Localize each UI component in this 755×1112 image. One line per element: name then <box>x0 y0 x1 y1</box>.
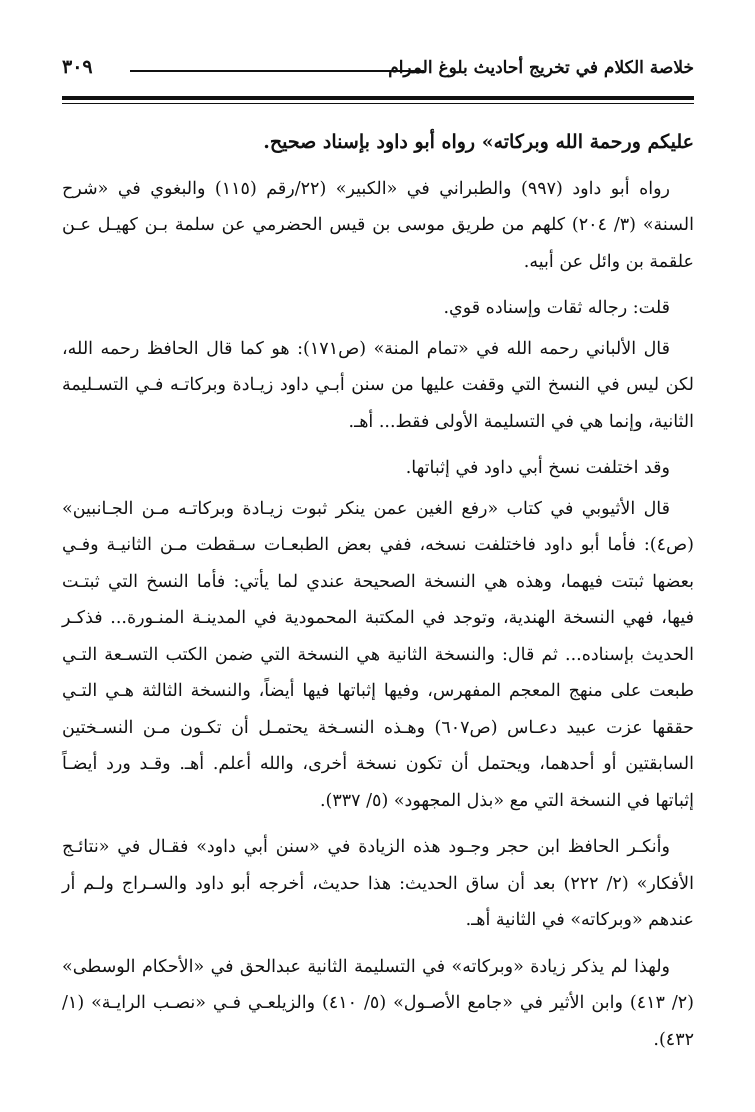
running-title: خلاصة الكلام في تخريج أحاديث بلوغ المرام <box>388 58 694 78</box>
header-divider-thick <box>62 96 694 100</box>
page-body <box>62 124 694 1068</box>
header-rule <box>130 70 424 72</box>
page-number: ٣٠٩ <box>62 56 93 78</box>
manuscript-note: وقد اختلفت نسخ أبي داود في إثباتها. <box>405 458 670 478</box>
header-divider-thin <box>62 103 694 104</box>
page-header <box>62 56 694 84</box>
albani-quote: قال الألباني رحمه الله في «تمام المنة» (ص١٧١): هو كما قال الحافظ رحمه الله، لكن ليس في النسخ التي وقفت عليها من سنن أبـي داود زيـادة وبركاتـه فـي التسـليمة الثانية، وإنما هي في التسليمة الأولى فقط... أهـ. <box>62 338 694 432</box>
ethiopian-quote: قال الأثيوبي في كتاب «رفع الغين عمن ينكر ثبوت زيـادة وبركاتـه مـن الجـانبين» (ص٤): فأما أبو داود فاختلفت نسخه، ففي بعض الطبعـات سـقطت مـن الثانيـة وفـي بعضها ثبتت فيهما، وهذه هي النسخة الصحيحة عندي لما يأتي: فأما النسخ التي ثبتـت فيها، فهي النسخة الهندية، وتوجد في المكتبة المحمودية في المدينـة المنـورة... فذكـر الحديث بإسناده... ثم قال: والنسخة الثانية هي النسخة التي ضمن الكتب التسـعة التـي طبعت على منهج المعجم المفهرس، وفيها إثباتها فيها أيضاً، والنسخة الثالثة هـي التـي حققها عزت عبيد دعـاس (ص٦٠٧) وهـذه النسـخة يحتمـل أن تكـون مـن النسـختين السابقتين أو أحدهما، ويحتمل أن تكون نسخة أخرى، والله أعلم. أهـ. وقـد ورد أيضـاً إثباتها في النسخة التي مع «بذل المجهود» (٥/ ٣٣٧). <box>62 498 694 811</box>
author-verdict: قلت: رجاله ثقات وإسناده قوي. <box>443 298 670 318</box>
ibn-hajar-paragraph: وأنكـر الحافظ ابن حجر وجـود هذه الزيادة في «سنن أبي داود» فقـال في «نتائـج الأفكار» (٢/ ٢٢٢) بعد أن ساق الحديث: هذا حديث، أخرجه أبو داود والسـراج ولـم أر عندهم «وبركاته» في الثانية أهـ. <box>62 837 694 930</box>
takhrij-paragraph: رواه أبو داود (٩٩٧) والطبراني في «الكبير» (٢٢/رقم (١١٥) والبغوي في «شرح السنة» (٣/ ٢٠٤) كلهم من طريق موسى بن قيس الحضرمي عن سلمة بـن كهيـل عـن علقمة بن وائل عن أبيه. <box>62 178 694 272</box>
header-divider <box>62 96 694 104</box>
closing-paragraph: ولهذا لم يذكر زيادة «وبركاته» في التسليمة الثانية عبدالحق في «الأحكام الوسطى» (٢/ ٤١٣) وابن الأثير في «جامع الأصـول» (٥/ ٤١٠) والزيلعـي فـي «نصـب الرايـة» (١/ ٤٣٢). <box>62 956 694 1050</box>
hadith-text: عليكم ورحمة الله وبركاته» رواه أبو داود بإسناد صحيح. <box>263 131 694 153</box>
